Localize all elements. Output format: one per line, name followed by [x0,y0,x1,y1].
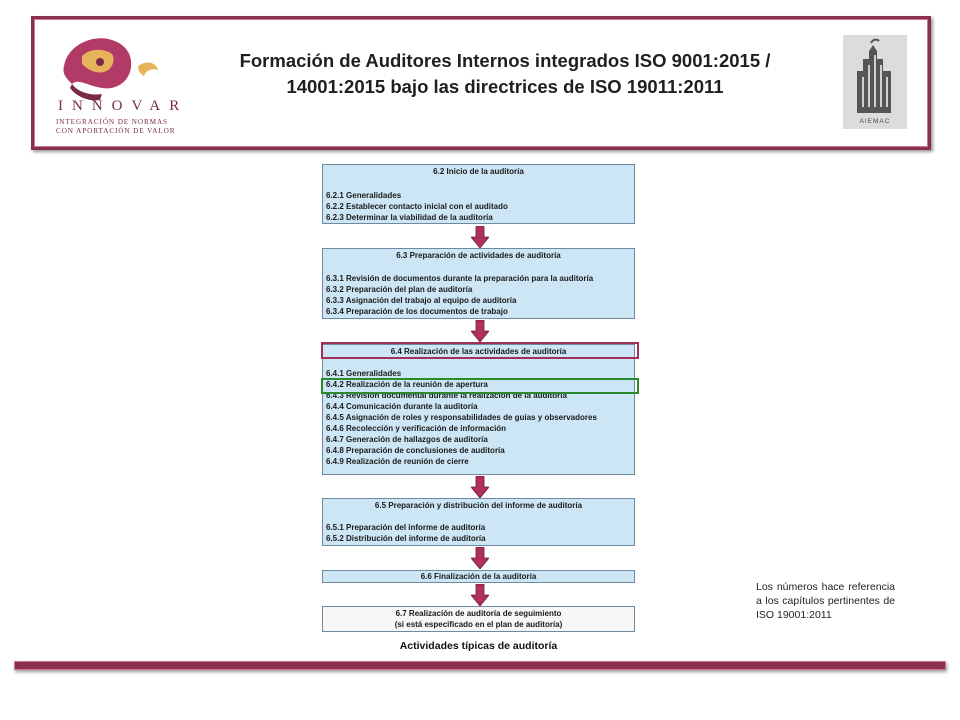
section-6-6 [322,570,635,583]
brand-tagline-2: CON APORTACIÓN DE VALOR [56,127,176,135]
aiemac-label: AIEMAC [859,118,891,125]
section-6-3 [322,248,635,319]
section-item: 6.2.3 Determinar la viabilidad de la auditoría [326,213,493,222]
section-item: 6.5.1 Preparación del informe de auditoría [326,523,486,532]
flow-arrow-icon [471,320,489,342]
diagram-caption: Actividades típicas de auditoría [399,640,558,652]
section-item: 6.4.8 Preparación de conclusiones de auditoría [326,446,505,455]
brand-tagline-1: INTEGRACIÓN DE NORMAS [56,118,168,126]
title-line-2: 14001:2015 bajo las directrices de ISO 19011:2011 [286,76,724,97]
page-title [185,48,825,100]
section-subheading: (si está especificado en el plan de auditoría) [394,620,563,629]
section-heading: 6.3 Preparación de actividades de auditoría [396,251,561,260]
section-item: 6.4.1 Generalidades [326,369,402,378]
section-6-4 [322,344,635,475]
flow-arrow-icon [471,584,489,606]
section-heading: 6.6 Finalización de la auditoría [420,572,537,581]
section-item: 6.3.2 Preparación del plan de auditoría [326,285,473,294]
flow-arrow-icon [471,226,489,248]
section-item: 6.3.1 Revisión de documentos durante la preparación para la auditoría [326,274,594,283]
reference-note: Los números hace referencia a los capítulos pertinentes de ISO 19001:2011 [756,581,895,621]
section-item: 6.2.1 Generalidades [326,191,402,200]
section-item: 6.5.2 Distribución del informe de auditoría [326,534,486,543]
footer-bar [14,661,946,670]
section-item: 6.2.2 Establecer contacto inicial con el auditado [326,202,508,211]
section-item: 6.4.3 Revisión documental durante la realización de la auditoría [326,391,567,400]
item-highlight [321,378,639,394]
brand-name: INNOVAR [58,98,189,114]
section-item: 6.4.9 Realización de reunión de cierre [326,457,469,466]
aiemac-logo-icon [843,35,907,129]
section-item: 6.3.4 Preparación de los documentos de trabajo [326,307,508,316]
section-6-7 [322,606,635,632]
flow-arrow-icon [471,547,489,569]
section-heading: 6.4 Realización de las actividades de auditoría [390,347,567,356]
section-6-2 [322,164,635,224]
section-item: 6.4.5 Asignación de roles y responsabilidades de guías y observadores [326,413,597,422]
flow-arrow-icon [471,476,489,498]
section-heading: 6.5 Preparación y distribución del informe de auditoría [374,501,583,510]
section-heading: 6.2 Inicio de la auditoría [433,167,524,176]
section-item: 6.4.2 Realización de la reunión de apertura [326,380,488,389]
section-heading: 6.7 Realización de auditoría de seguimiento [395,609,562,618]
section-highlight [321,342,639,359]
title-line-1: Formación de Auditores Internos integrados ISO 9001:2015 / [239,50,771,71]
section-item: 6.3.3 Asignación del trabajo al equipo de auditoría [326,296,517,305]
section-item: 6.4.7 Generación de hallazgos de auditoría [326,435,488,444]
section-item: 6.4.6 Recolección y verificación de información [326,424,507,433]
section-item: 6.4.4 Comunicación durante la auditoría [326,402,478,411]
section-6-5 [322,498,635,546]
